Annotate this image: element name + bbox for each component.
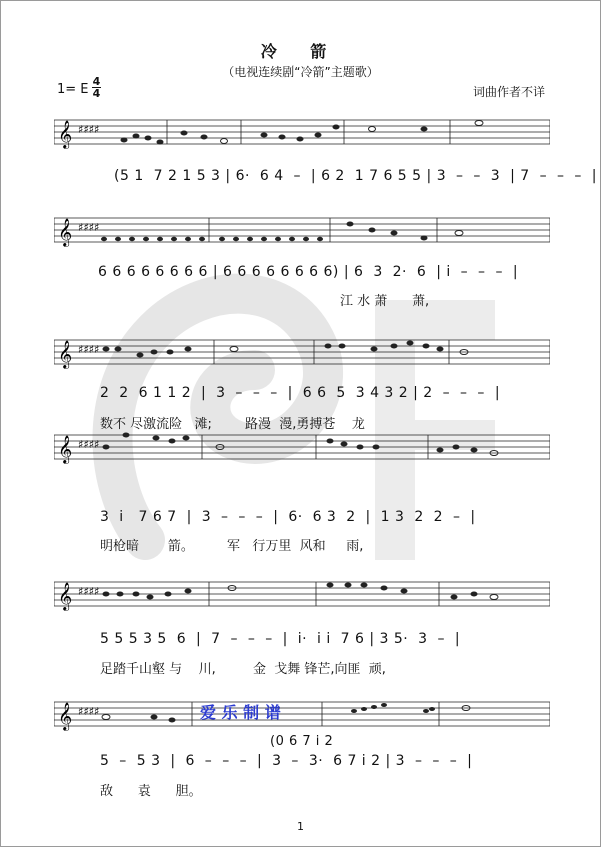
lyrics-line-3: 数不 尽激流险 滩; 路漫 漫,勇搏苍 龙 bbox=[100, 417, 365, 432]
jianpu-line-5: 5 5 5 3 5 6 | 7 – – – | i· i i 7 6 | 3 5· 3 – | bbox=[100, 631, 461, 647]
jianpu-line-6: 5 – 5 3 | 6 – – – | 3 – 3· 6 7 i 2 | 3 – – – | bbox=[100, 753, 473, 769]
watermark-logo: 爱 乐 制 谱 bbox=[200, 703, 281, 722]
svg-text:𝄞: 𝄞 bbox=[58, 340, 73, 368]
svg-text:𝄞: 𝄞 bbox=[58, 702, 73, 730]
jianpu-line-1: (5 1 7 2 1 5 3 | 6· 6 4 – | 6 2 1 7 6 5 5 | 3 – – 3 | 7 – – – | bbox=[114, 168, 597, 184]
svg-text:♯♯♯♯: ♯♯♯♯ bbox=[78, 123, 100, 136]
svg-text:♯♯♯♯: ♯♯♯♯ bbox=[78, 221, 100, 234]
svg-text:𝄞: 𝄞 bbox=[58, 582, 73, 610]
lyrics-line-6: 敌 袁 胆。 bbox=[100, 784, 202, 799]
song-subtitle: （电视连续剧“冷箭”主题歌） bbox=[222, 65, 379, 79]
page-number: 1 bbox=[297, 820, 304, 833]
svg-text:𝄞: 𝄞 bbox=[58, 120, 73, 148]
svg-text:𝄞: 𝄞 bbox=[58, 218, 73, 246]
jianpu-line-3: 2 2 6 1 1 2 | 3 – – – | 6 6 5 3 4 3 2 | 2 – – – | bbox=[100, 385, 501, 401]
staff-system-6 bbox=[54, 697, 550, 737]
svg-text:♯♯♯♯: ♯♯♯♯ bbox=[78, 343, 100, 356]
lyrics-line-4: 明枪暗 箭。 军 行万里 风和 雨, bbox=[100, 539, 364, 554]
jianpu-prefix-6: (0 6 7 i 2 bbox=[270, 734, 334, 749]
time-top: 4 bbox=[92, 75, 101, 88]
jianpu-line-2: 6 6 6 6 6 6 6 6 | 6 6 6 6 6 6 6 6) | 6 3 2· 6 | i – – – | bbox=[98, 264, 519, 280]
song-title: 冷 箭 bbox=[260, 42, 341, 61]
key-signature: 1= E bbox=[57, 82, 89, 97]
svg-text:♯♯♯♯: ♯♯♯♯ bbox=[78, 438, 100, 451]
staff-system-5 bbox=[54, 577, 550, 617]
svg-text:♯♯♯♯: ♯♯♯♯ bbox=[78, 705, 100, 718]
staff-system-4 bbox=[54, 430, 550, 470]
jianpu-line-4: 3 i 7 6 7 | 3 – – – | 6· 6 3 2 | 1 3 2 2 – | bbox=[100, 509, 476, 525]
composer-credit: 词曲作者不详 bbox=[472, 85, 545, 99]
time-bottom: 4 bbox=[92, 87, 101, 100]
lyrics-line-2: 江 水 萧 萧, bbox=[340, 294, 430, 309]
svg-text:𝄞: 𝄞 bbox=[58, 435, 73, 463]
staff-system-3 bbox=[54, 335, 550, 375]
staff-system-2 bbox=[54, 213, 550, 253]
staff-system-1 bbox=[54, 115, 550, 155]
time-signature bbox=[92, 76, 101, 99]
lyrics-line-5: 足踏千山壑 与 川, 金 戈舞 锋芒,向匪 顽, bbox=[100, 662, 386, 677]
svg-text:♯♯♯♯: ♯♯♯♯ bbox=[78, 585, 100, 598]
